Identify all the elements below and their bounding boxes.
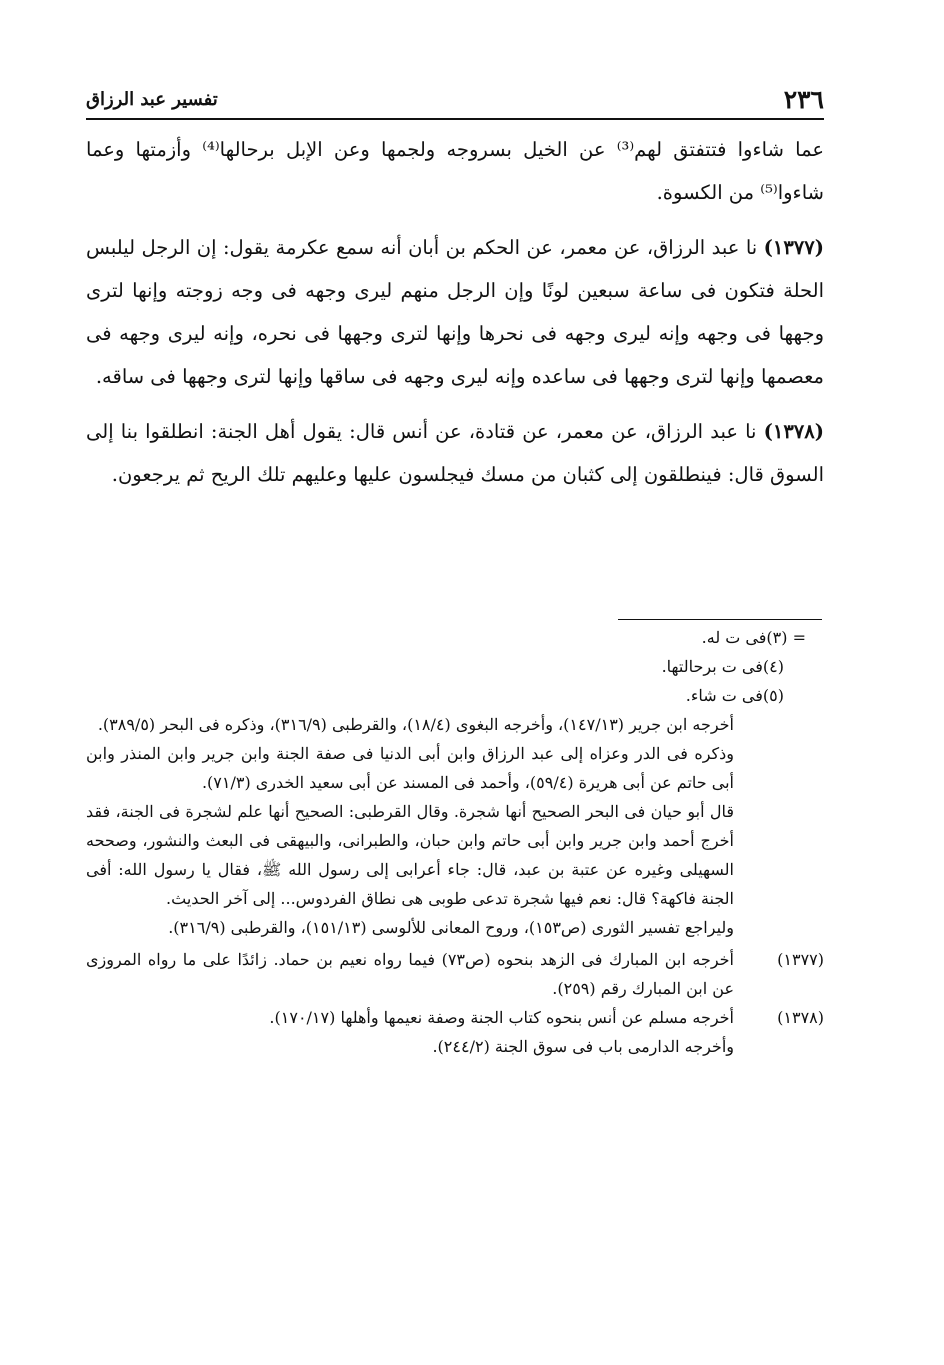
takhrij-paragraph: قال أبو حيان فى البحر الصحيح أنها شجرة. وقال القرطبى: الصحيح أنها علم لشجرة فى الجنة، فقد أخرج أحمد وابن جرير وابن أبى حاتم وابن حبان، والطبرانى، والبيهقى فى البعث والنشور، وصححه السهيلى وغيره عن عتبة بن عبد، قال: جاء أعرابى إلى رسول الله ﷺ، فقال يا رسول الله: أفى الجنة فاكهة؟ قال: نعم فيها شجرة تدعى طوبى هى نطاق الفردوس... إلى آخر الحديث. [86,802,734,908]
footnote-rule [618,619,822,620]
hadith-number: (١٣٧٧) [763,236,824,259]
takhrij-continued [86,710,824,942]
main-text [86,128,824,508]
takhrij-paragraph: وليراجع تفسير الثورى (ص١٥٣)، وروح المعانى للألوسى (١٥١/١٣)، والقرطبى (٣١٦/٩). [168,918,734,937]
takhrij-paragraph: أخرجه ابن جرير (١٤٧/١٣)، وأخرجه البغوى (١٨/٤)، والقرطبى (٣١٦/٩)، وذكره فى البحر (٣٨٩/٥). [97,715,734,734]
takhrij-line: وأخرجه الدارمى باب فى سوق الجنة (٢٤٤/٢). [432,1037,734,1056]
hadith-1377 [86,226,824,398]
page-header [86,82,824,116]
takhrij-label: (١٣٧٧) [777,950,824,969]
page-number: ٢٣٦ [783,84,824,114]
footnotes-section [86,623,824,1061]
takhrij-1378 [86,1003,824,1061]
hadith-number: (١٣٧٨) [763,420,824,443]
footnote [86,652,824,681]
hadith-1378 [86,410,824,496]
hadith-text: نا عبد الرزاق، عن معمر، عن الحكم بن أبان أنه سمع عكرمة يقول: إن الرجل ليلبس الحلة فتكون فى ساعة سبعين لونًا وإن الرجل منهم ليرى وجهه فى وجه زوجته وإنها لترى وجهها فى وجهه وإنه ليرى وجهه فى نحرها وإنها لترى وجهها فى نحره، وإنه ليرى وجهه فى معصمها وإنها لترى وجهها فى ساعده وإنه ليرى وجهه فى ساقها وإنها لترى وجهها فى ساقه. [86,236,824,388]
footnote-text: فى ت له. [701,628,767,647]
continued-paragraph: عما شاءوا فتتفتق لهم⁽³⁾ عن الخيل بسروجه ولجمها وعن الإبل برحالها⁽⁴⁾ وأزمتها وعما شاءوا⁽⁵⁾ من الكسوة. [86,138,825,204]
takhrij-body [86,710,734,942]
takhrij-text: أخرجه ابن المبارك فى الزهد بنحوه (ص٧٣) فيما رواه نعيم بن حماد. زائدًا على ما رواه المروزى عن ابن المبارك رقم (٢٥٩). [86,950,734,998]
takhrij-1377 [86,945,824,1003]
footnote [86,623,824,652]
footnote-label: = (٣) [766,628,806,647]
hadith-text: نا عبد الرزاق، عن معمر، عن قتادة، عن أنس قال: يقول أهل الجنة: انطلقوا بنا إلى السوق قال: فينطلقون إلى كثبان من مسك فيجلسون عليها وعليهم تلك الريح ثم يرجعون. [86,420,824,486]
footnote-label: (٤) [762,657,784,676]
header-rule [86,118,824,120]
takhrij-line: أخرجه مسلم عن أنس بنحوه كتاب الجنة وصفة نعيمها وأهلها (١٧٠/١٧). [269,1008,734,1027]
footnote-text: فى ت شاء. [685,686,763,705]
takhrij-paragraph: وذكره فى الدر وعزاه إلى عبد الرزاق وابن أبى الدنيا فى صفة الجنة وابن جرير وابن المنذر وابن أبى حاتم عن أبى هريرة (٥٩/٤)، وأحمد فى المسند عن أبى سعيد الخدرى (٧١/٣). [86,744,734,792]
takhrij-label: (١٣٧٨) [777,1008,824,1027]
footnote [86,681,824,710]
running-title: تفسير عبد الرزاق [86,88,218,110]
footnote-label: (٥) [762,686,784,705]
footnote-text: فى ت برحالتها. [661,657,763,676]
